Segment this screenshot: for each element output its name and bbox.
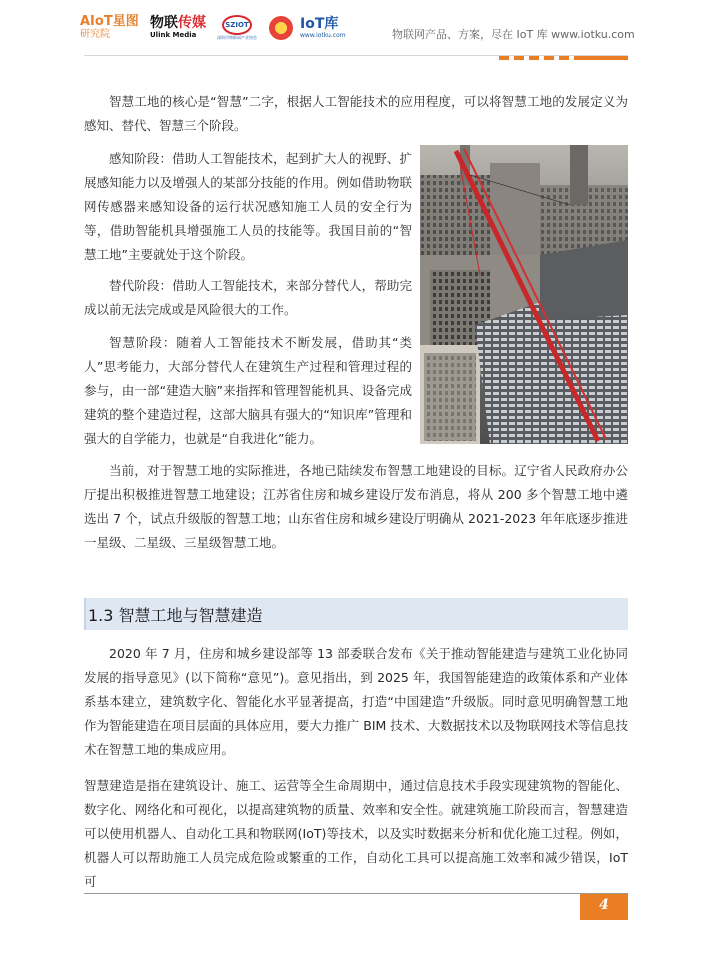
sziot-logo-mark: SZIOT <box>222 15 252 35</box>
sziot-logo-subtitle: 深圳市物联网产业协会 <box>217 35 257 40</box>
ulink-logo-title-a: 物联 <box>150 15 178 31</box>
header-accent-dash <box>514 56 524 60</box>
replacement-stage-paragraph: 替代阶段：借助人工智能技术，来部分替代人，帮助完成以前无法完成或是风险很大的工作。 <box>84 278 412 317</box>
current-status-paragraph: 当前，对于智慧工地的实际推进，各地已陆续发布智慧工地建设的目标。辽宁省人民政府办公厅提出积极推进智慧工地建设；江苏省住房和城乡建设厅发布消息，将从 200 多个智慧工地中遴选出 7 个，试点升级版的智慧工地；山东省住房和城乡建设厅明确从 2021-2023 年年底逐步推进一星级、二星级、三星级智慧工地。 <box>84 463 628 550</box>
header-accent-dash <box>544 56 554 60</box>
header-accent-dash <box>529 56 539 60</box>
aiot-logo-subtitle: 研究院 <box>80 29 110 40</box>
sziot-logo <box>212 14 262 42</box>
footer-divider <box>84 893 628 894</box>
iotku-logo-url: www.iotku.com <box>300 31 346 39</box>
intelligence-stage-paragraph: 智慧阶段：随着人工智能技术不断发展，借助其“类人”思考能力，大部分替代人在建筑生产过程和管理过程的参与，由一部“建造大脑”来指挥和管理智能机具、设备完成建筑的整个建造过程，这部大脑具有强大的“知识库”管理和强大的自学能力，也就是“自我进化”能力。 <box>84 335 412 446</box>
section-heading-bar <box>84 598 628 630</box>
intro-paragraph: 智慧工地的核心是“智慧”二字，根据人工智能技术的应用程度，可以将智慧工地的发展定义为感知、替代、智慧三个阶段。 <box>84 94 628 133</box>
iote-logo-mark <box>269 16 293 40</box>
header-accent-bar <box>574 56 628 60</box>
aiot-logo-title: AIoT星图 <box>80 14 139 29</box>
page-number: 4 <box>599 897 609 913</box>
construction-crane-photo <box>420 145 628 444</box>
policy-paragraph: 2020 年 7 月，住房和城乡建设部等 13 部委联合发布《关于推动智能建造与建筑工业化协同发展的指导意见》(以下简称“意见”)。意见指出，到 2025 年，我国智能建造的政策体系和产业体系基本建立，建筑数字化、智能化水平显著提高，打造“中国建造”升级版。同时意见明确智慧工地作为智能建造在项目层面的具体应用，要大力推广 BIM 技术、大数据技术以及物联网技术等信息技术在智慧工地的集成应用。 <box>84 646 628 757</box>
ulink-media-logo <box>150 14 206 42</box>
iotku-logo-title: IoT库 <box>300 15 339 32</box>
page-number-box <box>580 894 628 920</box>
section-heading: 1.3 智慧工地与智慧建造 <box>88 606 263 625</box>
aiot-logo <box>80 14 144 42</box>
ulink-logo-title <box>150 16 206 31</box>
page-header <box>0 0 710 62</box>
header-accent-dash <box>499 56 509 60</box>
ulink-logo-subtitle: Ulink Media <box>150 31 197 39</box>
smart-construction-paragraph: 智慧建造是指在建筑设计、施工、运营等全生命周期中，通过信息技术手段实现建筑物的智能化、数字化、网络化和可视化，以提高建筑物的质量、效率和安全性。就建筑施工阶段而言，智慧建造可以使用机器人、自动化工具和物联网(IoT)等技术，以及实时数据来分析和优化施工过程。例如，机器人可以帮助施工人员完成危险或繁重的工作，自动化工具可以提高施工效率和减少错误，IoT 可 <box>84 778 628 889</box>
city-crane-illustration <box>420 145 628 444</box>
iote-logo <box>268 14 294 42</box>
ulink-logo-title-b: 传媒 <box>178 15 206 31</box>
iotku-logo <box>300 14 346 42</box>
header-tagline: 物联网产品、方案，尽在 IoT 库 www.iotku.com <box>392 28 635 41</box>
header-accent-dash <box>559 56 569 60</box>
perception-stage-paragraph: 感知阶段：借助人工智能技术，起到扩大人的视野、扩展感知能力以及增强人的某部分技能的作用。例如借助物联网传感器来感知设备的运行状况感知施工人员的安全行为等，借助智能机具增强施工人员的技能等。我国目前的“智慧工地”主要就处于这个阶段。 <box>84 151 412 262</box>
